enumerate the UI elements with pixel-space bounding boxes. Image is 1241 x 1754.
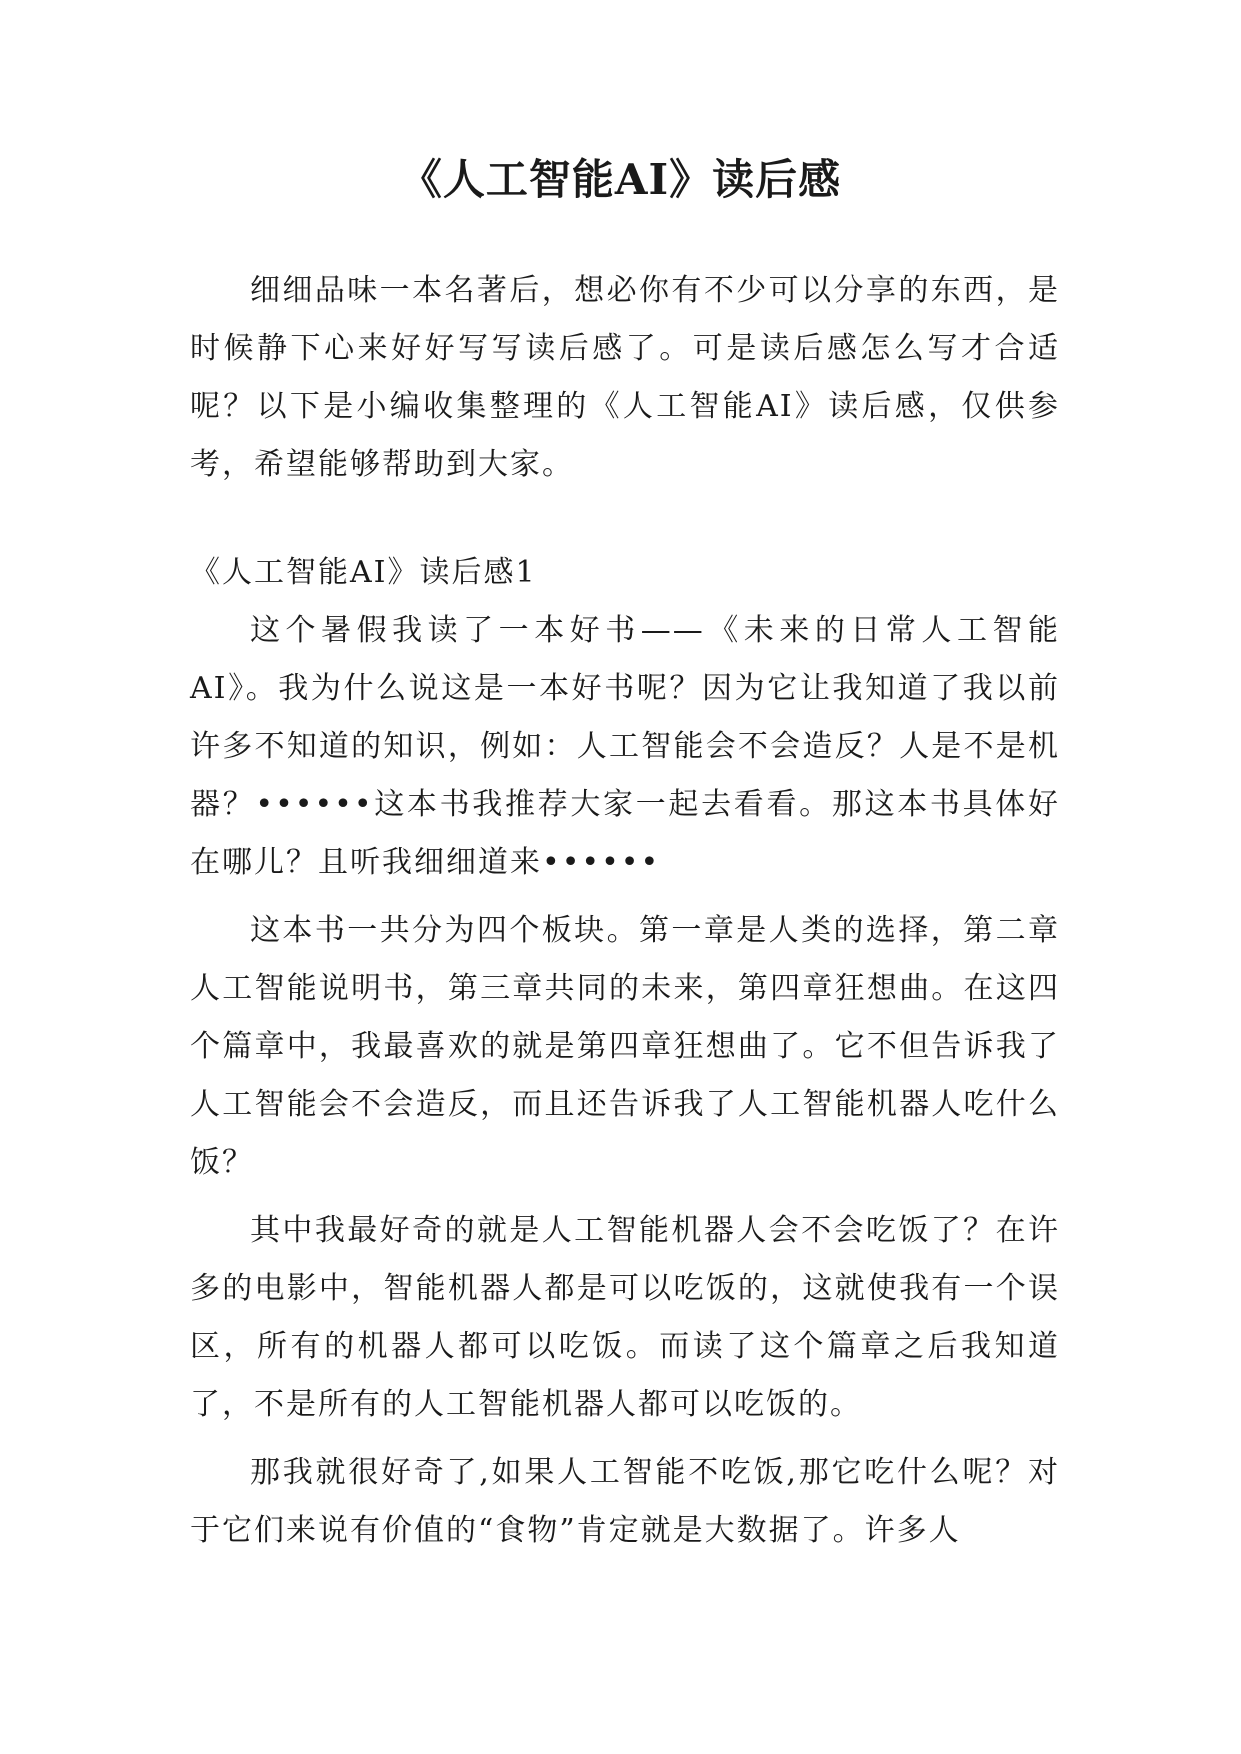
body-paragraph-2: 这本书一共分为四个板块。第一章是人类的选择，第二章人工智能说明书，第三章共同的未来，第四章狂想曲。在这四个篇章中，我最喜欢的就是第四章狂想曲了。它不但告诉我了人工智能会不会造反，而且还告诉我了人工智能机器人吃什么饭？ xyxy=(190,913,1060,1180)
intro-paragraph: 细细品味一本名著后，想必你有不少可以分享的东西，是时候静下心来好好写写读后感了。可是读后感怎么写才合适呢？以下是小编收集整理的《人工智能AI》读后感，仅供参考，希望能够帮助到大家。 xyxy=(190,273,1060,482)
document-body xyxy=(190,262,1060,1570)
body-paragraph-4: 那我就很好奇了,如果人工智能不吃饭,那它吃什么呢？对于它们来说有价值的“食物”肯定就是大数据了。许多人 xyxy=(190,1455,1060,1548)
body-paragraph-3: 其中我最好奇的就是人工智能机器人会不会吃饭了？在许多的电影中，智能机器人都是可以吃饭的，这就使我有一个误区，所有的机器人都可以吃饭。而读了这个篇章之后我知道了，不是所有的人工智能机器人都可以吃饭的。 xyxy=(190,1213,1060,1422)
document-title: 《人工智能AI》读后感 xyxy=(399,155,842,204)
section-heading: 《人工智能AI》读后感1 xyxy=(190,555,537,590)
body-paragraph-1: 这个暑假我读了一本好书——《未来的日常人工智能AI》。我为什么说这是一本好书呢？因为它让我知道了我以前许多不知道的知识，例如：人工智能会不会造反？人是不是机器？••••••这本书我推荐大家一起去看看。那这本书具体好在哪儿？且听我细细道来•••••• xyxy=(190,613,1060,880)
